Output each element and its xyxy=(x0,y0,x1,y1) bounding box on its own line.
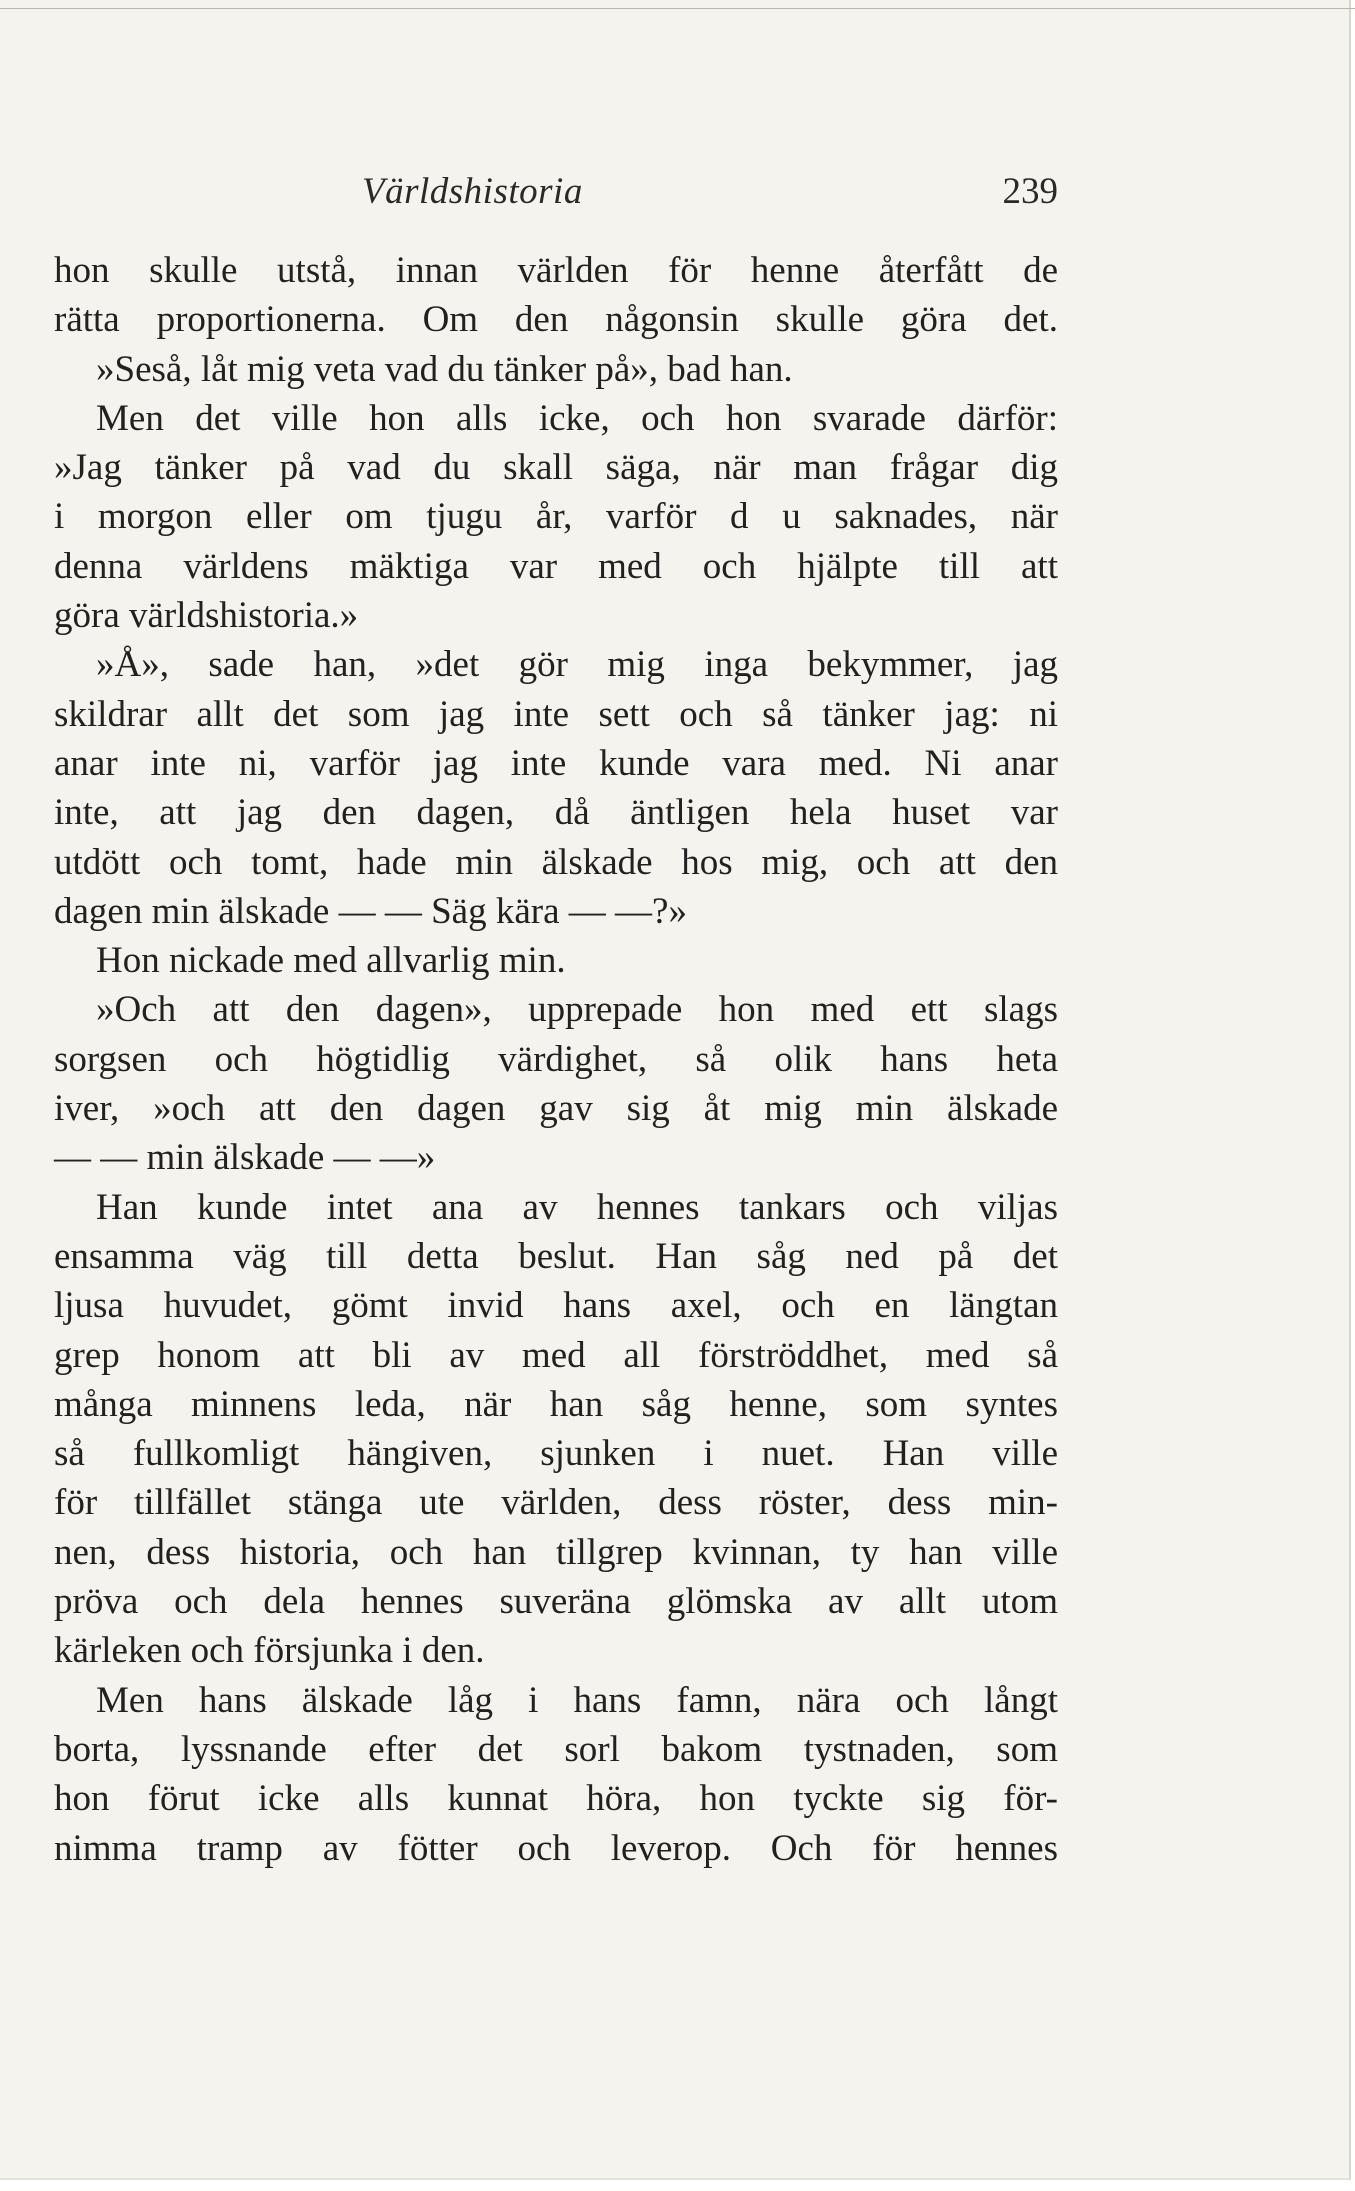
text-line: grep honom att bli av med all förströddhet, med så xyxy=(54,1334,1058,1376)
text-line: göra världshistoria.» xyxy=(54,595,359,637)
text-line: iver, »och att den dagen gav sig åt mig min älskade xyxy=(54,1088,1058,1130)
text-line: »Seså, låt mig veta vad du tänker på», bad han. xyxy=(96,348,793,390)
running-title: Världshistoria xyxy=(362,171,583,212)
text-line: många minnens leda, när han såg henne, som syntes xyxy=(54,1383,1058,1425)
text-line: nen, dess historia, och han tillgrep kvinnan, ty han ville xyxy=(54,1531,1058,1573)
text-line: kärleken och försjunka i den. xyxy=(54,1630,485,1672)
text-line: sorgsen och högtidlig värdighet, så olik hans heta xyxy=(54,1038,1058,1080)
text-line: ljusa huvudet, gömt invid hans axel, och en längtan xyxy=(54,1285,1058,1327)
text-line: för tillfället stänga ute världen, dess röster, dess min- xyxy=(54,1482,1058,1524)
text-line: dagen min älskade — — Säg kära — —?» xyxy=(54,890,687,932)
text-line: »Och att den dagen», upprepade hon med ett slags xyxy=(96,989,1058,1031)
text-line: denna världens mäktiga var med och hjälpte till att xyxy=(54,545,1058,587)
text-line: hon förut icke alls kunnat höra, hon tyckte sig för- xyxy=(54,1778,1058,1820)
text-line: Men det ville hon alls icke, och hon svarade därför: xyxy=(96,397,1058,439)
text-line: inte, att jag den dagen, då äntligen hela huset var xyxy=(54,792,1058,834)
text-line: pröva och dela hennes suveräna glömska av allt utom xyxy=(54,1581,1058,1623)
page-number: 239 xyxy=(1002,171,1058,212)
text-line: Han kunde intet ana av hennes tankars och viljas xyxy=(96,1186,1058,1228)
text-line: borta, lyssnande efter det sorl bakom tystnaden, som xyxy=(54,1728,1058,1770)
text-line: rätta proportionerna. Om den någonsin skulle göra det. xyxy=(54,299,1058,341)
text-line: skildrar allt det som jag inte sett och så tänker jag: ni xyxy=(54,693,1058,735)
page-top-edge xyxy=(0,8,1355,9)
text-line: »Jag tänker på vad du skall säga, när man frågar dig xyxy=(54,447,1058,489)
text-line: »Å», sade han, »det gör mig inga bekymmer, jag xyxy=(96,644,1058,686)
text-line: ensamma väg till detta beslut. Han såg ned på det xyxy=(54,1235,1058,1277)
text-line: Men hans älskade låg i hans famn, nära och långt xyxy=(96,1679,1058,1721)
text-line: Hon nickade med allvarlig min. xyxy=(96,940,566,982)
text-line: utdött och tomt, hade min älskade hos mig, och att den xyxy=(54,841,1058,883)
text-line: hon skulle utstå, innan världen för henne återfått de xyxy=(54,250,1058,291)
text-line: anar inte ni, varför jag inte kunde vara med. Ni anar xyxy=(54,742,1058,784)
body-text xyxy=(54,246,1058,1873)
text-line: — — min älskade — —» xyxy=(54,1137,436,1179)
text-line: nimma tramp av fötter och leverop. Och för hennes xyxy=(54,1827,1058,1869)
page-header xyxy=(54,170,1058,224)
text-line: så fullkomligt hängiven, sjunken i nuet. Han ville xyxy=(54,1433,1058,1475)
text-line: i morgon eller om tjugu år, varför d u saknades, när xyxy=(54,496,1058,538)
